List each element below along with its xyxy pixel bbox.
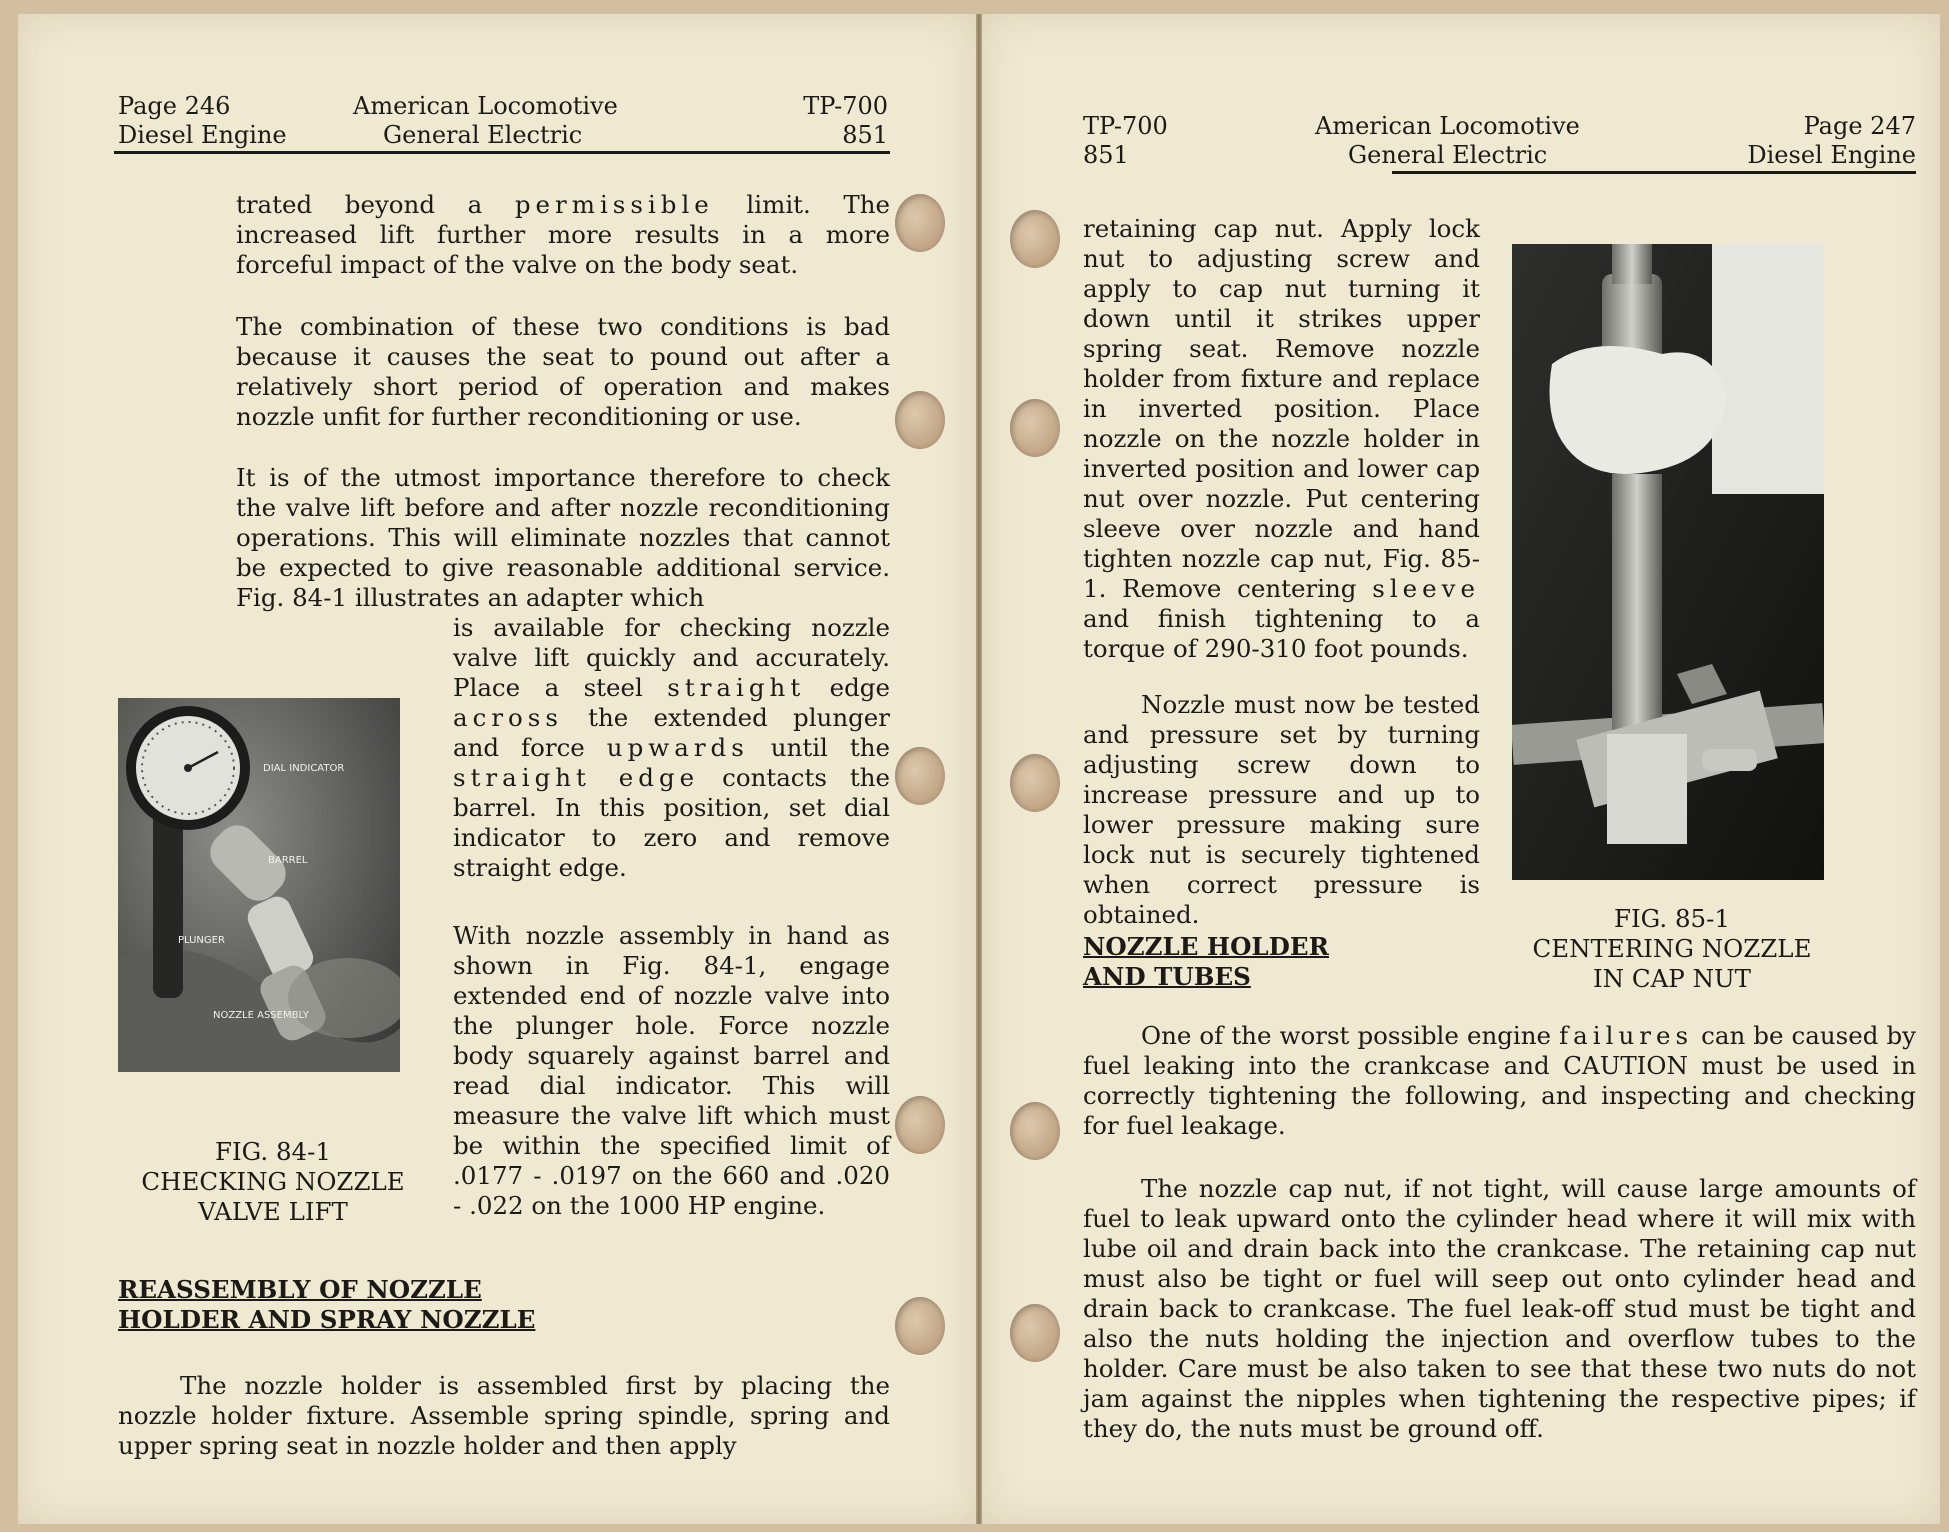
binder-hole — [1010, 210, 1060, 268]
binder-hole — [895, 747, 945, 805]
spaced-text: sleeve — [1372, 574, 1480, 603]
binder-hole — [1010, 754, 1060, 812]
fig-85-1-caption — [1502, 904, 1842, 994]
binder-hole — [1010, 1304, 1060, 1362]
text-run: edge — [829, 673, 890, 702]
left-page — [18, 14, 976, 1524]
caption-line: CENTERING NOZZLE — [1532, 934, 1812, 963]
caption-line: CHECKING NOZZLE — [141, 1167, 405, 1196]
right-subject: Diesel Engine — [1747, 141, 1916, 169]
right-paragraph-1 — [1083, 214, 1480, 664]
left-header-rule — [114, 151, 890, 154]
left-paragraph-2: The combination of these two conditions is bad because it causes the seat to pound out after a relatively short period of operation and makes nozzle unfit for further reconditioning or use. — [236, 312, 890, 431]
spaced-text: straight — [667, 673, 806, 702]
left-paragraph-5: The nozzle holder is assembled first by placing the nozzle holder fixture. Assemble spring spindle, spring and upper spring seat in nozzle holder and then apply — [118, 1371, 890, 1460]
left-doc-sub: 851 — [842, 121, 888, 149]
binder-hole — [1010, 1102, 1060, 1160]
spaced-text: straight edge — [453, 763, 700, 792]
section-heading-nozzle-holder — [1083, 932, 1329, 992]
right-header-rule — [1392, 171, 1916, 174]
label-dial-indicator: DIAL INDICATOR — [263, 763, 345, 774]
left-subject: Diesel Engine — [118, 121, 287, 149]
text-run: trated beyond a — [236, 190, 483, 219]
right-page — [982, 14, 1940, 1524]
heading-line: AND TUBES — [1083, 962, 1251, 991]
binder-hole — [895, 391, 945, 449]
section-heading-reassembly — [118, 1275, 535, 1335]
caption-line: IN CAP NUT — [1592, 964, 1752, 993]
left-paragraph-3: It is of the utmost importance therefore to check the valve lift before and after nozzle reconditioning operations. This will eliminate nozzles that cannot be expected to give reasonable additional service. Fig. 84-1 illustrates an adapter which — [236, 463, 890, 612]
left-paragraph-4: With nozzle assembly in hand as shown in Fig. 84-1, engage extended end of nozzle valve into the plunger hole. Force nozzle body squarely against barrel and read dial indicator. This will measure the valve lift which must be within the specified limit of .0177 - .0197 on the 660 and .020 - .022 on the 1000 HP engine. — [453, 921, 890, 1220]
label-plunger: PLUNGER — [178, 935, 225, 946]
right-paragraph-2: Nozzle must now be tested and pressure set by turning adjusting screw down to increase pressure and up to lower pressure making sure lock nut is securely tightened when correct pressure is obtained. — [1083, 690, 1480, 929]
dial-indicator-photo — [118, 698, 400, 1072]
spaced-text: failures — [1559, 1021, 1694, 1050]
text-run: is available for checking nozzle valve lift quickly and accurately. Place a steel — [453, 613, 890, 702]
caption-line: VALVE LIFT — [198, 1197, 348, 1226]
caption-number: FIG. 84-1 — [215, 1137, 331, 1166]
centering-nozzle-photo — [1512, 244, 1824, 880]
label-nozzle-assembly: NOZZLE ASSEMBLY — [213, 1010, 309, 1021]
spaced-text: permissible — [514, 190, 714, 219]
heading-line: REASSEMBLY OF NOZZLE — [118, 1275, 482, 1304]
left-company-sub: General Electric — [383, 121, 583, 149]
text-run: the extended plunger and force — [453, 703, 890, 762]
fig-84-1-caption — [118, 1137, 428, 1227]
right-doc-sub: 851 — [1083, 141, 1129, 169]
text-run: can be caused by fuel leaking into the crankcase and CAUTION must be used in correctly tightening the following, and inspecting and checking for fuel leakage. — [1083, 1021, 1916, 1140]
text-run: and finish tightening to a torque of 290-310 foot pounds. — [1083, 604, 1480, 663]
right-page-number: Page 247 — [1803, 112, 1916, 140]
spaced-text: across — [453, 703, 563, 732]
text-run: limit. The increased lift further more results in a more forceful impact of the valve on the body seat. — [236, 190, 891, 279]
left-paragraph-1 — [236, 190, 890, 280]
left-paragraph-3-continued — [453, 613, 890, 883]
text-run: until the — [770, 733, 890, 762]
binder-hole — [1010, 399, 1060, 457]
right-doc-number: TP-700 — [1083, 112, 1168, 140]
binder-hole — [895, 1297, 945, 1355]
text-run: retaining cap nut. Apply lock nut to adjusting screw and apply to cap nut turning it down until it strikes upper spring seat. Remove nozzle holder from fixture and replace in inverted position. Place nozzle on the nozzle holder in inverted position and lower cap nut over nozzle. Put centering sleeve over nozzle and hand tighten nozzle cap nut, Fig. 85-1. Remove centering — [1083, 214, 1480, 603]
right-company: American Locomotive — [1315, 112, 1580, 140]
text-run: contacts the barrel. In this position, set dial indicator to zero and remove straight edge. — [453, 763, 890, 882]
heading-line: NOZZLE HOLDER — [1083, 932, 1329, 961]
spaced-text: upwards — [606, 733, 749, 762]
label-barrel: BARREL — [268, 855, 308, 866]
binder-hole — [895, 194, 945, 252]
right-paragraph-4: The nozzle cap nut, if not tight, will cause large amounts of fuel to leak upward onto the cylinder head where it will mix with lube oil and drain back into the crankcase. The retaining cap nut must also be tight or fuel will seep out onto cylinder head and drain back to crankcase. The fuel leak-off stud must be tight and also the nuts holding the injection and overflow tubes to the holder. Care must be also taken to see that these two nuts do not jam against the nipples when tightening the respective pipes; if they do, the nuts must be ground off. — [1083, 1174, 1916, 1443]
right-paragraph-3 — [1083, 1021, 1916, 1141]
text-run: One of the worst possible engine — [1141, 1021, 1552, 1050]
left-company: American Locomotive — [353, 92, 618, 120]
left-doc-number: TP-700 — [803, 92, 888, 120]
left-page-number: Page 246 — [118, 92, 231, 120]
heading-line: HOLDER AND SPRAY NOZZLE — [118, 1305, 536, 1334]
binder-hole — [895, 1096, 945, 1154]
right-company-sub: General Electric — [1348, 141, 1548, 169]
caption-number: FIG. 85-1 — [1614, 904, 1730, 933]
